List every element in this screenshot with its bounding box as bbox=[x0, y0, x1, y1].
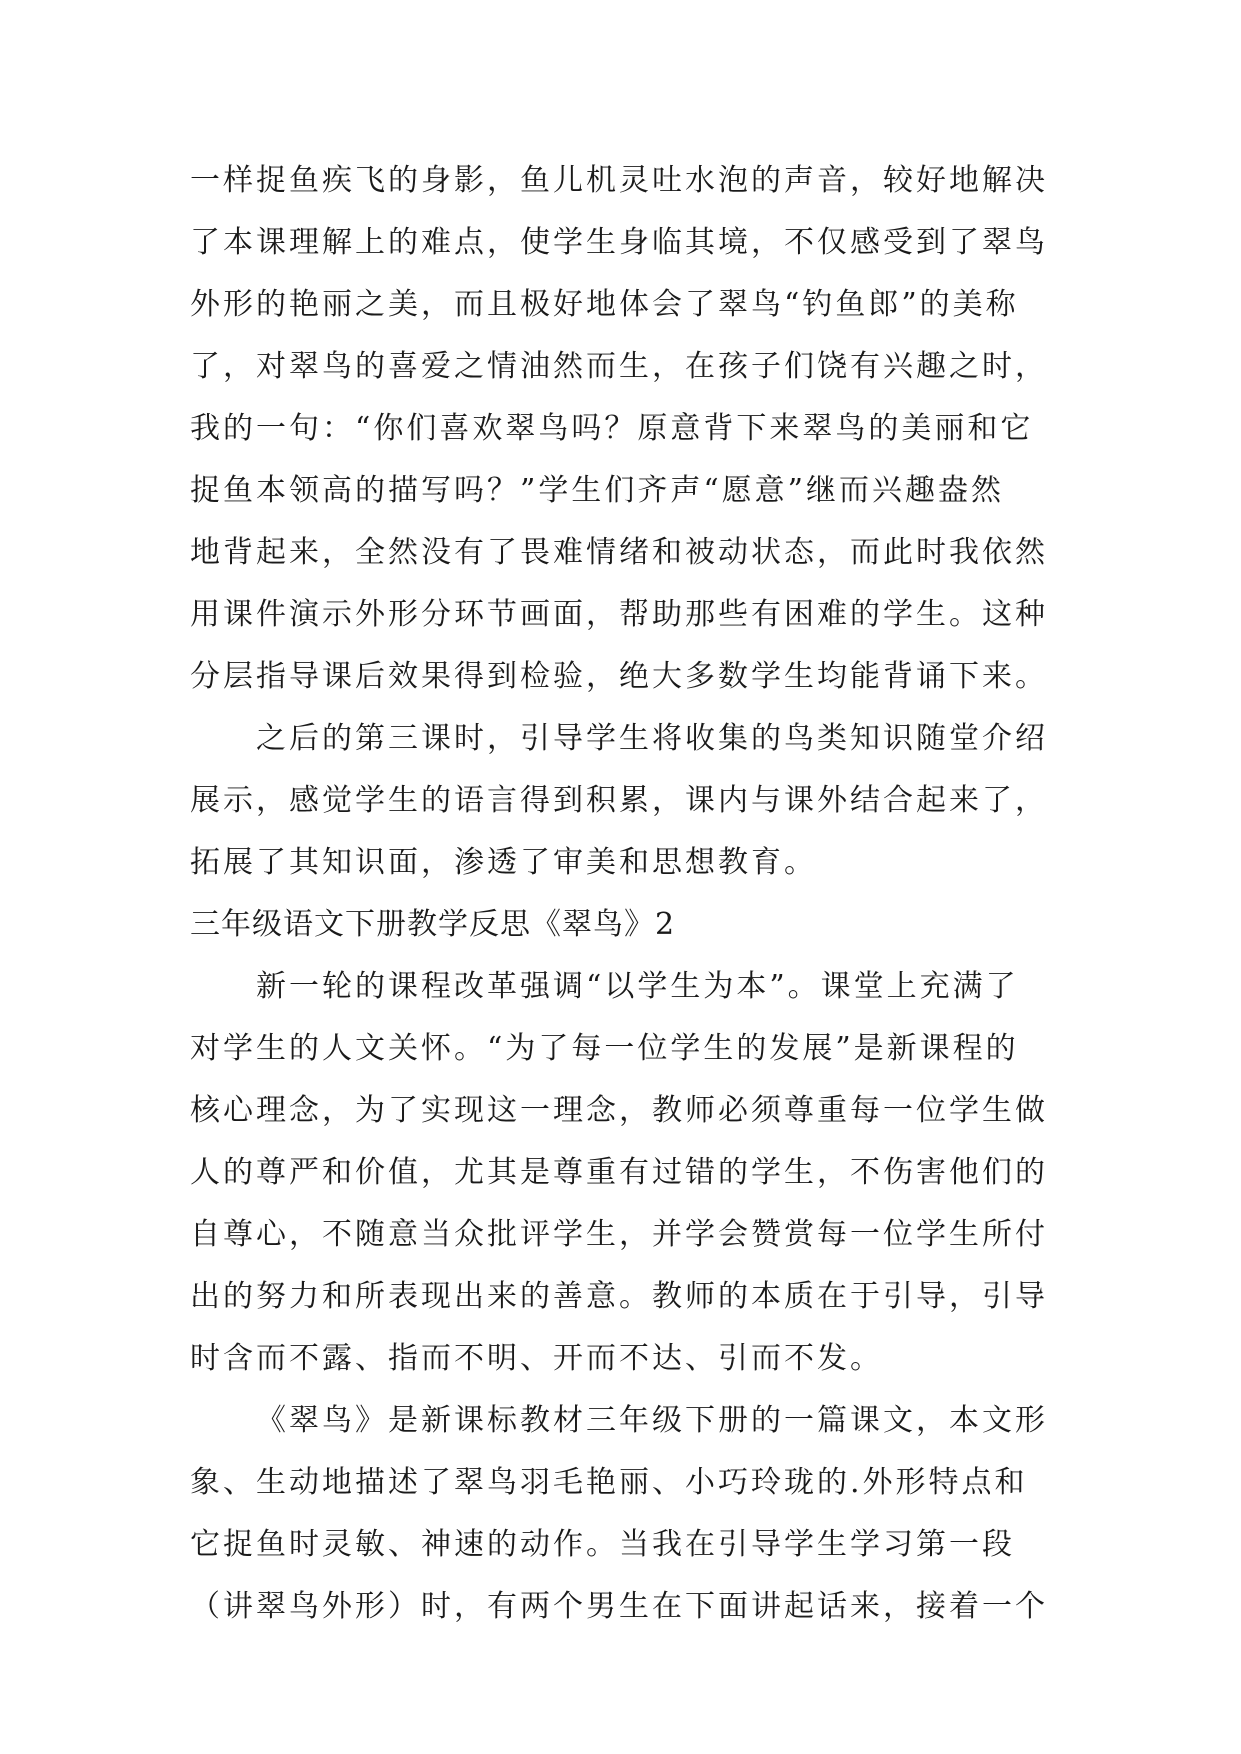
paragraph-2 bbox=[190, 708, 1070, 894]
text-line: 地背起来，全然没有了畏难情绪和被动状态，而此时我依然 bbox=[190, 535, 1048, 570]
text-line: 了本课理解上的难点，使学生身临其境，不仅感受到了翠鸟 bbox=[190, 225, 1048, 260]
text-line: 自尊心，不随意当众批评学生，并学会赞赏每一位学生所付 bbox=[190, 1217, 1048, 1252]
paragraph-4 bbox=[190, 1390, 1070, 1638]
document-body bbox=[190, 150, 1070, 1638]
text-line: 外形的艳丽之美，而且极好地体会了翠鸟“钓鱼郎”的美称 bbox=[190, 287, 1019, 322]
text-line: 核心理念，为了实现这一理念，教师必须尊重每一位学生做 bbox=[190, 1093, 1048, 1128]
paragraph-3 bbox=[190, 956, 1070, 1390]
text-line: 一样捉鱼疾飞的身影，鱼儿机灵吐水泡的声音，较好地解决 bbox=[190, 163, 1048, 198]
section-heading: 三年级语文下册教学反思《翠鸟》2 bbox=[190, 907, 676, 942]
text-line: 展示，感觉学生的语言得到积累，课内与课外结合起来了， bbox=[190, 783, 1048, 818]
text-line: 用课件演示外形分环节画面，帮助那些有困难的学生。这种 bbox=[190, 597, 1048, 632]
text-line: 象、生动地描述了翠鸟羽毛艳丽、小巧玲珑的.外形特点和 bbox=[190, 1465, 1028, 1500]
text-line: 我的一句：“你们喜欢翠鸟吗？原意背下来翠鸟的美丽和它 bbox=[190, 411, 1034, 446]
text-line: （讲翠鸟外形）时，有两个男生在下面讲起话来，接着一个 bbox=[190, 1589, 1048, 1624]
text-line: 捉鱼本领高的描写吗？”学生们齐声“愿意”继而兴趣盎然 bbox=[190, 473, 1005, 508]
text-line: 《翠鸟》是新课标教材三年级下册的一篇课文，本文形 bbox=[256, 1403, 1048, 1438]
text-line: 出的努力和所表现出来的善意。教师的本质在于引导，引导 bbox=[190, 1279, 1048, 1314]
text-line: 了，对翠鸟的喜爱之情油然而生，在孩子们饶有兴趣之时， bbox=[190, 349, 1048, 384]
text-line: 新一轮的课程改革强调“以学生为本”。课堂上充满了 bbox=[256, 969, 1019, 1004]
text-line: 它捉鱼时灵敏、神速的动作。当我在引导学生学习第一段 bbox=[190, 1527, 1015, 1562]
text-line: 时含而不露、指而不明、开而不达、引而不发。 bbox=[190, 1341, 883, 1376]
text-line: 对学生的人文关怀。“为了每一位学生的发展”是新课程的 bbox=[190, 1031, 1019, 1066]
text-line: 人的尊严和价值，尤其是尊重有过错的学生，不伤害他们的 bbox=[190, 1155, 1048, 1190]
text-line: 分层指导课后效果得到检验，绝大多数学生均能背诵下来。 bbox=[190, 659, 1048, 694]
text-line: 之后的第三课时，引导学生将收集的鸟类知识随堂介绍 bbox=[256, 721, 1048, 756]
text-line: 拓展了其知识面，渗透了审美和思想教育。 bbox=[190, 845, 817, 880]
paragraph-1 bbox=[190, 150, 1070, 708]
